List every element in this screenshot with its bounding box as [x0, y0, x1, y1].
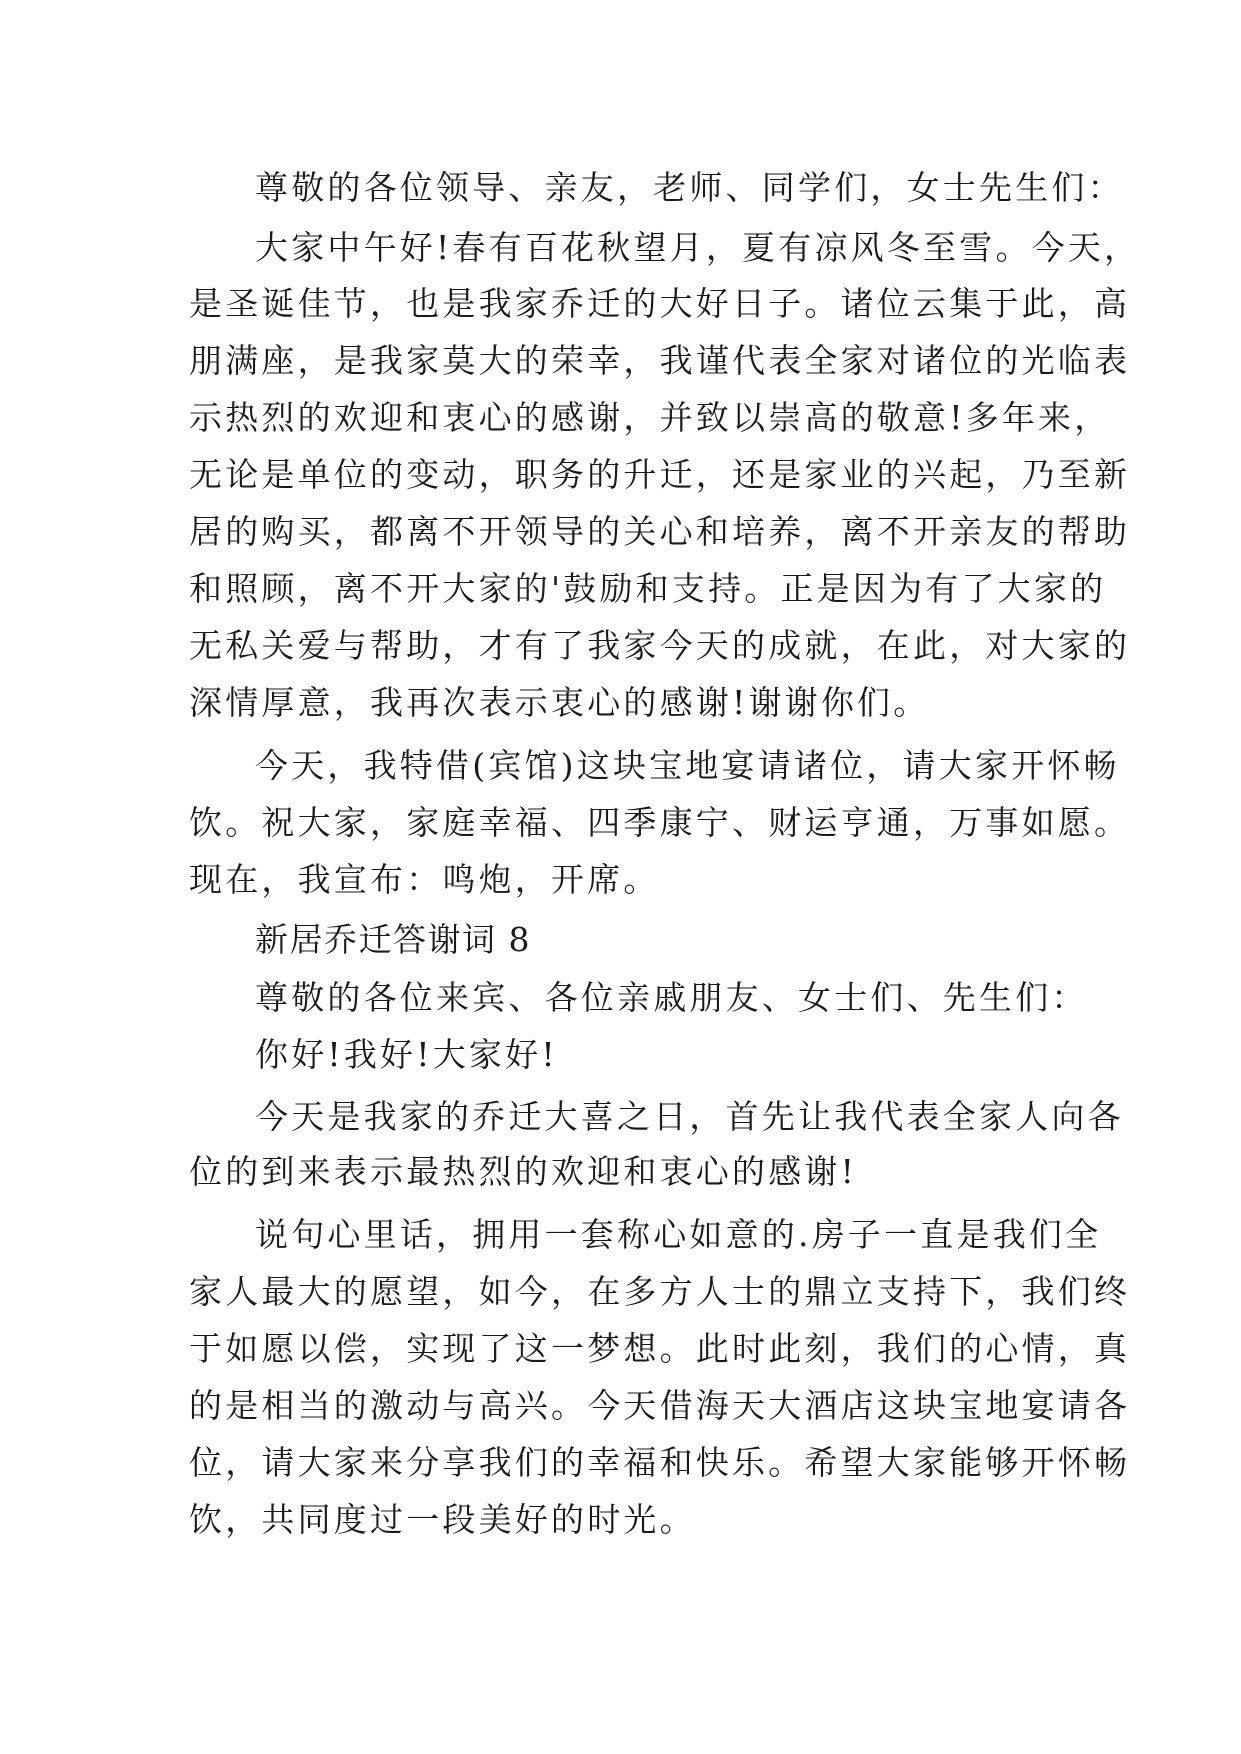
paragraph-line: 今天，我特借(宾馆)这块宝地宴请诸位，请大家开怀畅 — [255, 746, 1120, 785]
paragraph-line: 无论是单位的变动，职务的升迁，还是家业的兴起，乃至新 — [189, 455, 1131, 494]
paragraph-line: 说句心里话，拥用一套称心如意的.房子一直是我们全 — [255, 1215, 1102, 1254]
section-heading: 新居乔迁答谢词 8 — [255, 920, 531, 959]
paragraph-line: 和照顾，离不开大家的'鼓励和支持。正是因为有了大家的 — [189, 569, 1107, 608]
paragraph-line: 是圣诞佳节，也是我家乔迁的大好日子。诸位云集于此，高 — [189, 284, 1131, 323]
paragraph-line: 深情厚意，我再次表示衷心的感谢!谢谢你们。 — [189, 683, 930, 722]
paragraph-line: 示热烈的欢迎和衷心的感谢，并致以崇高的敬意!多年来， — [189, 398, 1111, 437]
greeting-line: 你好!我好!大家好! — [255, 1035, 558, 1074]
paragraph-line: 位的到来表示最热烈的欢迎和衷心的感谢! — [189, 1152, 858, 1191]
paragraph-line: 饮，共同度过一段美好的时光。 — [189, 1500, 696, 1539]
salutation-line: 尊敬的各位来宾、各位亲戚朋友、女士们、先生们： — [255, 978, 1088, 1017]
paragraph-line: 饮。祝大家，家庭幸福、四季康宁、财运亨通，万事如愿。 — [189, 803, 1131, 842]
salutation-line: 尊敬的各位领导、亲友，老师、同学们，女士先生们： — [255, 168, 1124, 207]
paragraph-line: 的是相当的激动与高兴。今天借海天大酒店这块宝地宴请各 — [189, 1386, 1131, 1425]
paragraph-line: 家人最大的愿望，如今，在多方人士的鼎立支持下，我们终 — [189, 1272, 1131, 1311]
paragraph-line: 居的购买，都离不开领导的关心和培养，离不开亲友的帮助 — [189, 512, 1131, 551]
paragraph-line: 朋满座，是我家莫大的荣幸，我谨代表全家对诸位的光临表 — [189, 341, 1131, 380]
paragraph-line: 大家中午好!春有百花秋望月，夏有凉风冬至雪。今天， — [255, 228, 1141, 267]
paragraph-line: 于如愿以偿，实现了这一梦想。此时此刻，我们的心情，真 — [189, 1329, 1131, 1368]
paragraph-line: 位，请大家来分享我们的幸福和快乐。希望大家能够开怀畅 — [189, 1443, 1131, 1482]
paragraph-line: 无私关爱与帮助，才有了我家今天的成就，在此，对大家的 — [189, 626, 1131, 665]
paragraph-line: 今天是我家的乔迁大喜之日，首先让我代表全家人向各 — [255, 1097, 1124, 1136]
paragraph-line: 现在，我宣布：鸣炮，开席。 — [189, 860, 660, 899]
